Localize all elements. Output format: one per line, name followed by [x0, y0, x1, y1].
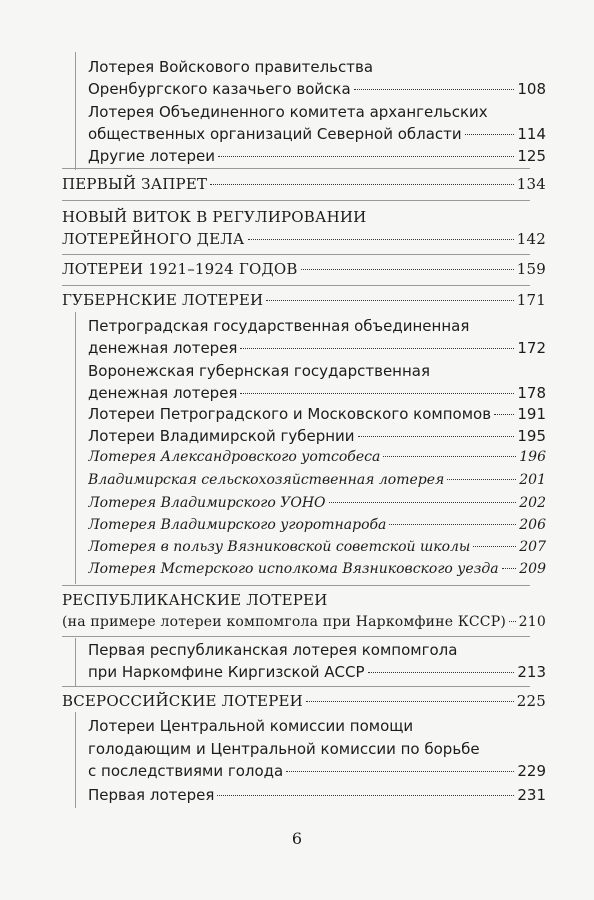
- page-number: 207: [519, 539, 546, 555]
- toc-entry-line: при Наркомфине Киргизской АССР 213: [88, 663, 546, 681]
- section-divider: [62, 585, 530, 586]
- vertical-rule: [75, 638, 76, 686]
- page-number: 108: [517, 80, 546, 98]
- page-number: 209: [519, 561, 546, 577]
- toc-section-line: ЛОТЕРЕИ 1921–1924 ГОДОВ 159: [62, 260, 546, 278]
- page-number: 191: [517, 405, 546, 423]
- toc-entry-line: Лотерея Александровского уотсобеса 196: [88, 446, 546, 468]
- toc-entry-line: Владимирская сельскохозяйственная лотерея 201: [88, 469, 546, 491]
- page-number: 206: [519, 517, 546, 533]
- toc-entry-line: Петроградская государственная объединенная: [88, 317, 470, 335]
- toc-section-line: РЕСПУБЛИКАНСКИЕ ЛОТЕРЕИ: [62, 591, 328, 609]
- toc-entry-line: с последствиями голода 229: [88, 762, 546, 780]
- toc-entry-line: Лотереи Петроградского и Московского компомов 191: [88, 405, 546, 423]
- section-divider: [62, 636, 530, 637]
- toc-section-line: (на примере лотереи компомгола при Наркомфине КССР) 210: [62, 611, 546, 633]
- page-number: 178: [517, 384, 546, 402]
- page-number-footer: 6: [291, 829, 303, 848]
- toc-entry-line: Лотереи Владимирской губернии 195: [88, 427, 546, 445]
- toc-entry-line: Лотерея Владимирского угоротнароба 206: [88, 514, 546, 536]
- vertical-rule: [75, 52, 76, 170]
- vertical-rule: [75, 712, 76, 808]
- page-number: 159: [516, 260, 546, 278]
- toc-entry-line: денежная лотерея 172: [88, 339, 546, 357]
- page-number: 134: [516, 175, 546, 193]
- section-divider: [62, 168, 530, 169]
- toc-entry-line: Лотерея Войскового правительства: [88, 58, 374, 76]
- page-number: 114: [517, 125, 546, 143]
- toc-entry-line: Лотерея Владимирского УОНО 202: [88, 492, 546, 514]
- page-number: 213: [517, 663, 546, 681]
- toc-entry-line: Первая республиканская лотерея компомгола: [88, 641, 458, 659]
- toc-entry-line: Первая лотерея 231: [88, 786, 546, 804]
- toc-section-line: ПЕРВЫЙ ЗАПРЕТ 134: [62, 175, 546, 193]
- toc-entry-line: Оренбургского казачьего войска 108: [88, 80, 546, 98]
- section-divider: [62, 285, 530, 286]
- page-number: 171: [516, 291, 546, 309]
- page-number: 225: [516, 692, 546, 710]
- section-divider: [62, 254, 530, 255]
- page-number: 202: [519, 495, 546, 511]
- page-number: 231: [517, 786, 546, 804]
- toc-entry-line: Лотерея Мстерского исполкома Вязниковского уезда 209: [88, 558, 546, 580]
- page-number: 195: [517, 427, 546, 445]
- section-divider: [62, 200, 530, 201]
- section-divider: [62, 686, 530, 687]
- page-number: 201: [519, 472, 546, 488]
- toc-section-line: ГУБЕРНСКИЕ ЛОТЕРЕИ 171: [62, 291, 546, 309]
- toc-entry-line: Лотереи Центральной комиссии помощи: [88, 717, 414, 735]
- page-number: 125: [517, 147, 546, 165]
- page-number: 142: [516, 230, 546, 248]
- toc-section-line: ВСЕРОССИЙСКИЕ ЛОТЕРЕИ 225: [62, 692, 546, 710]
- toc-section-line: ЛОТЕРЕЙНОГО ДЕЛА 142: [62, 230, 546, 248]
- toc-entry-line: денежная лотерея 178: [88, 384, 546, 402]
- page-number: 229: [517, 762, 546, 780]
- toc-entry-line: Лотерея Объединенного комитета архангельских: [88, 103, 488, 121]
- page-number: 210: [518, 614, 546, 630]
- toc-entry-line: общественных организаций Северной области 114: [88, 125, 546, 143]
- page-number: 172: [517, 339, 546, 357]
- toc-entry-line: Другие лотереи 125: [88, 147, 546, 165]
- toc-entry-line: Лотерея в пользу Вязниковской советской школы 207: [88, 536, 546, 558]
- vertical-rule: [75, 312, 76, 584]
- toc-entry-line: голодающим и Центральной комиссии по борьбе: [88, 740, 480, 758]
- page-number: 196: [519, 449, 546, 465]
- toc-section-line: НОВЫЙ ВИТОК В РЕГУЛИРОВАНИИ: [62, 208, 367, 226]
- toc-entry-line: Воронежская губернская государственная: [88, 362, 431, 380]
